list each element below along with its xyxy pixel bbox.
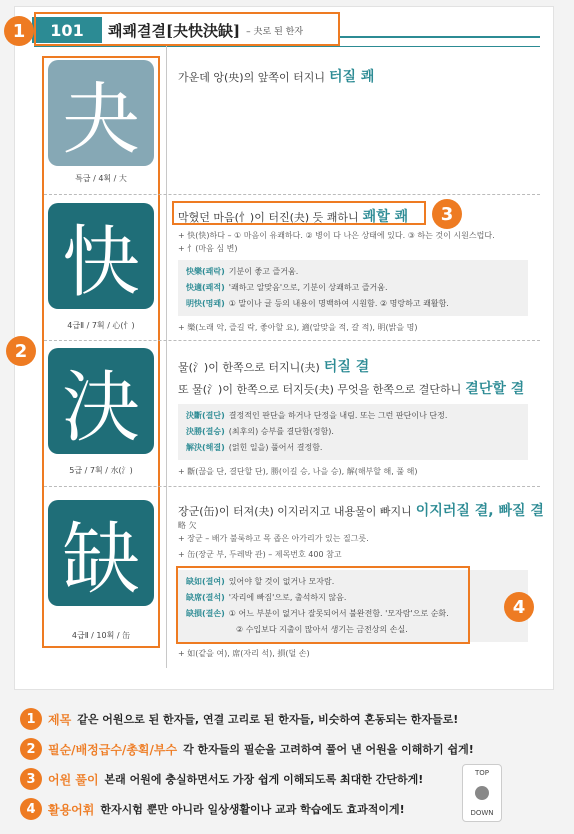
vocab-word: 明快(명쾌) xyxy=(186,299,225,308)
character-card-gyeol2: 缺 xyxy=(48,500,154,606)
vocab-word: 缺損(결손) xyxy=(186,609,225,618)
vocab-row xyxy=(186,408,520,424)
meaning-reading: 터질 쾌 xyxy=(328,69,375,85)
etymology-line xyxy=(178,66,374,86)
vocab-row xyxy=(186,296,520,312)
scroll-top-down-button[interactable] xyxy=(462,764,502,822)
note-line: + 忄(마음 심 변) xyxy=(178,244,238,253)
etymology-text: 가운데 앙(央)의 앞쪽이 터지니 xyxy=(178,71,325,84)
etymology-text: 또 물(氵)이 한쪽으로 터지듯(夬) 무엇을 한쪽으로 결단하니 xyxy=(178,383,462,396)
note-line: + 장군 – 배가 불룩하고 목 좁은 아가리가 있는 질그릇. xyxy=(178,534,369,543)
legend-item xyxy=(20,704,560,734)
badge-4: 4 xyxy=(504,592,534,622)
vocab-meaning: 있어야 할 것이 없거나 모자람. xyxy=(228,577,335,586)
vocab-box xyxy=(178,260,528,316)
vocab-meaning: '자리에 빠짐'으로, 출석하지 않음. xyxy=(228,593,347,602)
etymology-line-2 xyxy=(178,378,524,398)
vocab-word: 決勝(결승) xyxy=(186,427,225,436)
scroll-down-label[interactable]: DOWN xyxy=(470,809,494,817)
legend-number: 4 xyxy=(20,798,42,820)
related-chars: + 如(같을 여), 席(자리 석), 損(덜 손) xyxy=(178,649,310,658)
legend-text: 본래 어원에 충실하면서도 가장 쉽게 이해되도록 최대한 간단하게! xyxy=(104,773,424,786)
legend-item xyxy=(20,734,560,764)
legend-heading: 활용어휘 xyxy=(48,802,95,817)
scroll-handle-icon xyxy=(475,786,489,800)
etymology-line xyxy=(178,356,369,376)
vocab-word: 決斷(결단) xyxy=(186,411,225,420)
character-card-gyeol: 決 xyxy=(48,348,154,454)
meaning-reading: 결단할 결 xyxy=(465,381,525,397)
vocab-word: 快適(쾌적) xyxy=(186,283,225,292)
character-caption: 4급Ⅱ / 7획 / 心(忄) xyxy=(67,321,135,330)
legend-heading: 어원 풀이 xyxy=(48,772,99,787)
vocab-row xyxy=(186,280,520,296)
character-card-kwae2: 快 xyxy=(48,203,154,309)
legend-text: 같은 어원으로 된 한자들, 연결 고리로 된 한자들, 비슷하여 혼동되는 한자들로! xyxy=(77,713,459,726)
legend-heading: 필순/배정급수/총획/부수 xyxy=(48,742,178,757)
entry-title: 쾌쾌결결[夬快決缺] xyxy=(108,21,241,40)
vocab-word: 解決(해결) xyxy=(186,443,225,452)
vocab-meaning: (최후의) 승부를 결단함(정함). xyxy=(228,427,334,436)
entry-number: 101 xyxy=(32,17,102,43)
vocab-row xyxy=(186,264,520,280)
vocab-meaning: '쾌하고 알맞음'으로, 기분이 상쾌하고 즐거움. xyxy=(228,283,388,292)
vocab-meaning: 결정적인 판단을 하거나 단정을 내림. 또는 그런 판단이나 단정. xyxy=(228,411,448,420)
vocab-meaning: 기분이 좋고 즐거움. xyxy=(228,267,299,276)
etymology-line xyxy=(178,500,544,520)
section-divider xyxy=(44,486,540,487)
related-chars: + 斷(끊을 단, 결단할 단), 勝(이길 승, 나을 승), 解(해부할 해, 풀 해) xyxy=(178,467,418,476)
character-caption: 4급Ⅱ / 10획 / 缶 xyxy=(71,631,131,640)
etymology-text: 장군(缶)이 터져(夬) 이지러지고 내용물이 빠지니 xyxy=(178,505,412,518)
badge-1: 1 xyxy=(4,16,34,46)
section-divider xyxy=(44,340,540,341)
badge-2: 2 xyxy=(6,336,36,366)
note-line: 略 欠 xyxy=(178,521,197,530)
entry-subtitle: – 夬로 된 한자 xyxy=(246,26,304,37)
vocab-row xyxy=(186,440,520,456)
title-highlight-box xyxy=(34,12,340,46)
legend-number: 2 xyxy=(20,738,42,760)
character-caption: 5급 / 7획 / 水(氵) xyxy=(69,466,133,475)
header-rule xyxy=(340,36,540,38)
vocab-row xyxy=(186,424,520,440)
character-card-kwae: 夬 xyxy=(48,60,154,166)
scroll-top-label[interactable]: TOP xyxy=(474,769,489,777)
vocab-meaning: ① 말이나 글 등의 내용이 명백하여 시원함. ② 명랑하고 쾌활함. xyxy=(228,299,449,308)
badge-3: 3 xyxy=(432,199,462,229)
legend-heading: 제목 xyxy=(48,712,72,727)
note-line: + 缶(장군 부, 두레박 관) – 제목번호 400 참고 xyxy=(178,550,342,559)
legend-number: 3 xyxy=(20,768,42,790)
column-divider xyxy=(166,46,167,668)
legend-text: 한자시험 뿐만 아니라 일상생활이나 교과 학습에도 효과적이게! xyxy=(100,803,405,816)
etymology-text: 물(氵)이 한쪽으로 터지니(夬) xyxy=(178,361,320,374)
meaning-reading: 터질 결 xyxy=(323,359,370,375)
meaning-reading: 이지러질 결, 빠질 결 xyxy=(415,503,544,519)
meaning-reading: 쾌할 쾌 xyxy=(362,209,409,225)
vocab-word: 快樂(쾌락) xyxy=(186,267,225,276)
vocab-meaning: ② 수입보다 지출이 많아서 생기는 금전상의 손실. xyxy=(236,625,408,634)
vocab-word: 缺如(결여) xyxy=(186,577,225,586)
vocab-highlight-box xyxy=(176,566,470,644)
vocab-box xyxy=(178,404,528,460)
section-divider xyxy=(44,194,540,195)
legend-text: 각 한자들의 필순을 고려하여 풀어 낸 어원을 이해하기 쉽게! xyxy=(183,743,474,756)
vocab-meaning: (얽힌 일을) 풀어서 결정함. xyxy=(228,443,323,452)
related-chars: + 樂(노래 악, 즐길 락, 좋아할 요), 適(알맞을 적, 갈 적), 明(밝을 명) xyxy=(178,323,418,332)
legend-number: 1 xyxy=(20,708,42,730)
note-line: + 快(快)하다 – ① 마음이 유쾌하다. ② 병이 다 나은 상태에 있다. ③ 하는 것이 시원스럽다. xyxy=(178,231,495,240)
etymology-text: 막혔던 마음(忄)이 터진(夬) 듯 쾌하니 xyxy=(178,211,359,224)
character-caption: 특급 / 4획 / 大 xyxy=(75,174,127,183)
vocab-meaning: ① 어느 부분이 없거나 잘못되어서 불완전함. '모자람'으로 순화. xyxy=(228,609,449,618)
header-underline xyxy=(34,46,540,47)
vocab-word: 缺席(결석) xyxy=(186,593,225,602)
etymology-highlight-box xyxy=(172,201,426,225)
